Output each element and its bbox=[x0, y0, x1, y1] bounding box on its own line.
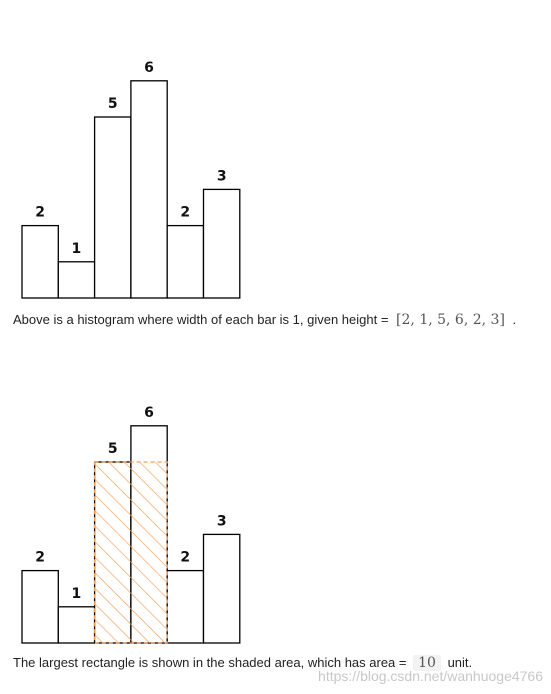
bar-0 bbox=[22, 226, 58, 298]
bar-3 bbox=[131, 81, 167, 298]
caption-bottom-text: The largest rectangle is shown in the shaded area, which has area = bbox=[13, 655, 407, 670]
bar-2 bbox=[95, 117, 131, 298]
bar-4 bbox=[167, 571, 203, 643]
caption-top bbox=[13, 311, 516, 329]
area-value: 10 bbox=[413, 655, 441, 671]
bar-label-3: 6 bbox=[144, 404, 154, 421]
watermark: https://blog.csdn.net/wanhuoge4766 bbox=[318, 668, 543, 684]
bar-0 bbox=[22, 571, 58, 643]
bar-label-3: 6 bbox=[144, 59, 154, 76]
histogram-chart-top bbox=[0, 40, 551, 305]
bar-label-4: 2 bbox=[180, 204, 191, 221]
bar-5 bbox=[204, 189, 240, 298]
bar-label-0: 2 bbox=[35, 549, 45, 566]
bar-label-0: 2 bbox=[35, 204, 45, 221]
bar-1 bbox=[58, 262, 94, 298]
bar-5 bbox=[204, 534, 240, 643]
height-array: [2, 1, 5, 6, 2, 3] bbox=[396, 312, 505, 328]
bar-4 bbox=[167, 226, 203, 298]
bar-label-2: 5 bbox=[107, 96, 118, 112]
bar-label-5: 3 bbox=[216, 168, 227, 185]
bar-label-2: 5 bbox=[107, 441, 118, 457]
caption-bottom-suffix: unit. bbox=[447, 655, 473, 670]
bar-label-1: 1 bbox=[71, 585, 82, 602]
bar-label-1: 1 bbox=[71, 240, 82, 257]
caption-top-suffix: . bbox=[512, 312, 517, 327]
bar-label-4: 2 bbox=[180, 549, 191, 566]
bar-1 bbox=[58, 607, 94, 643]
bar-label-5: 3 bbox=[216, 513, 227, 530]
histogram-chart-bottom bbox=[0, 385, 551, 650]
caption-top-text: Above is a histogram where width of each bar is 1, given height = bbox=[13, 312, 389, 327]
largest-rectangle-highlight bbox=[95, 462, 168, 643]
